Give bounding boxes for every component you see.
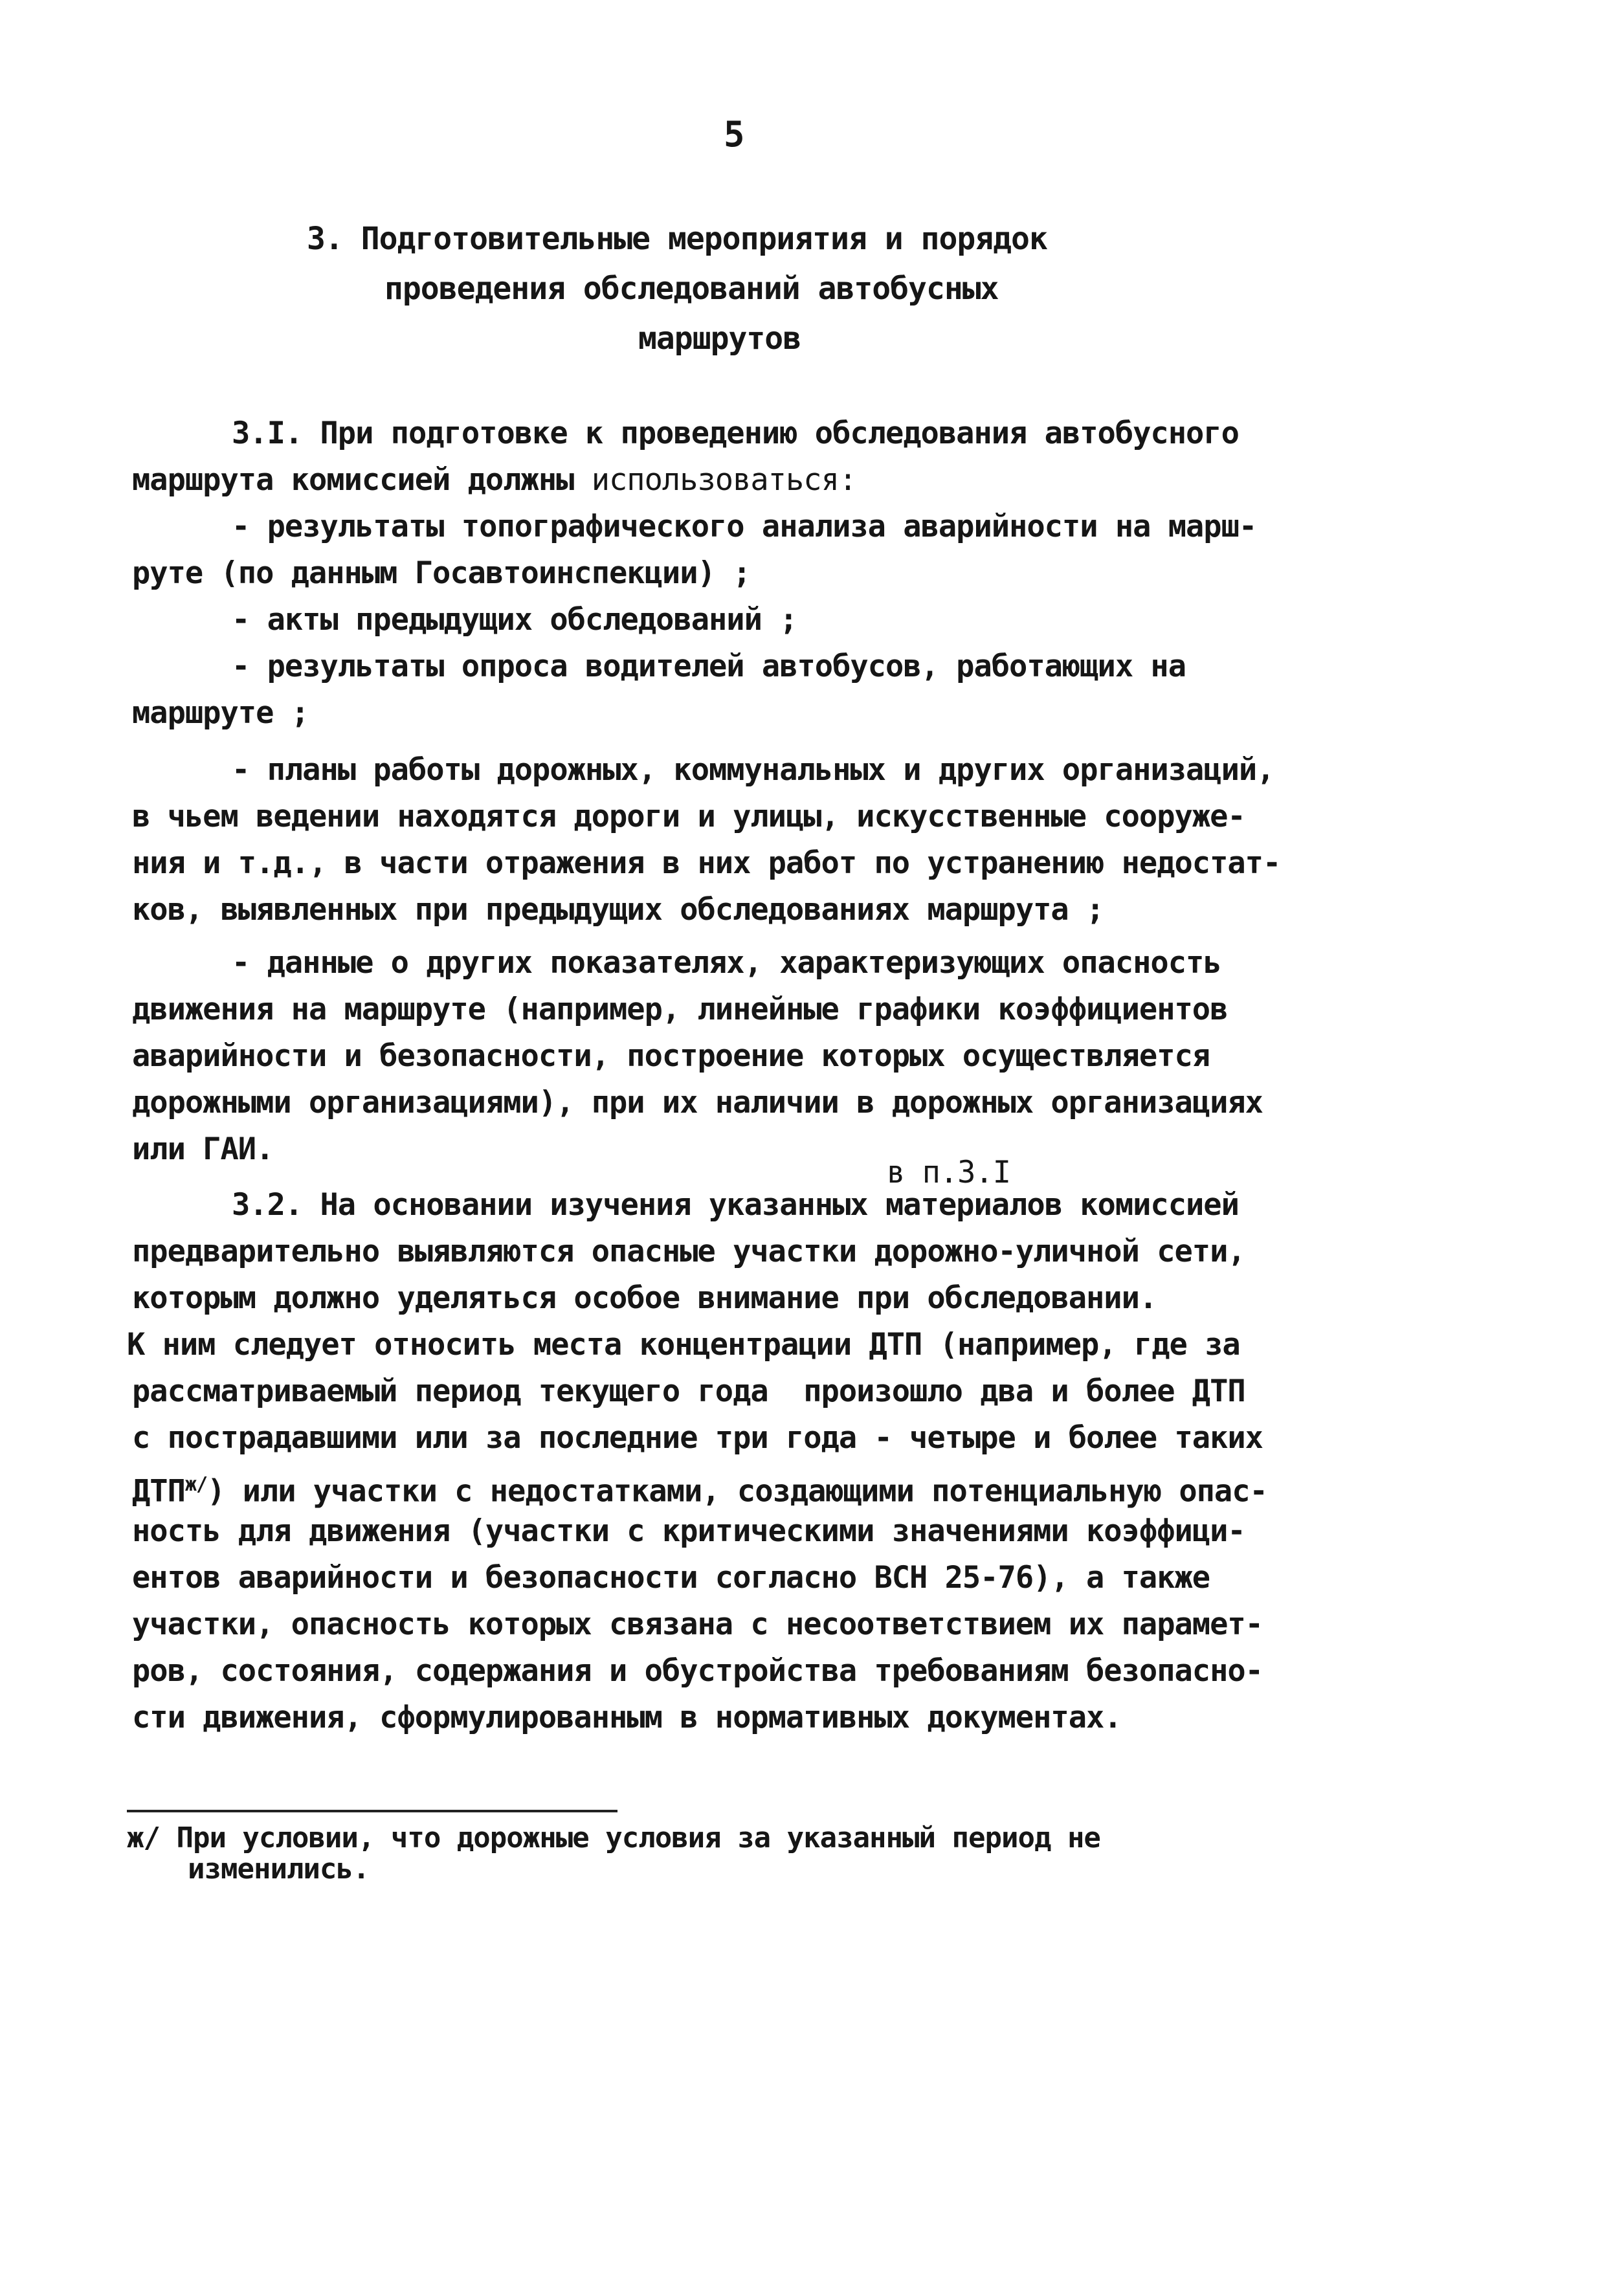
para-3-1-line-2-bold: маршрута комиссией должны	[132, 462, 574, 498]
para-3-1-line-2	[132, 461, 856, 500]
para-3-2-line-6: с пострадавшими или за последние три года - четыре и более таких	[132, 1420, 1263, 1456]
para-3-2-line-9: ентов аварийности и безопасности согласно ВСН 25-76), а также	[132, 1560, 1210, 1596]
footnote-line-2: изменились.	[188, 1853, 370, 1886]
page-number: 5	[724, 114, 744, 155]
para-3-2-line-2: предварительно выявляются опасные участки дорожно-уличной сети,	[132, 1234, 1245, 1269]
para-3-1-line-6: - результаты опроса водителей автобусов, работающих на	[232, 649, 1186, 684]
section-title-line-1: 3. Подготовительные мероприятия и порядок	[307, 221, 1047, 257]
para-3-2-line-8: ность для движения (участки с критическими значениями коэффици-	[132, 1513, 1245, 1549]
para-3-1-line-16: или ГАИ.	[132, 1131, 274, 1167]
para-3-1-line-1: 3.I. При подготовке к проведению обследования автобусного	[232, 416, 1239, 451]
para-3-1-line-15: дорожными организациями), при их наличии в дорожных организациях	[132, 1085, 1263, 1120]
para-3-2-line-12: сти движения, сформулированным в нормативных документах.	[132, 1700, 1122, 1735]
para-3-1-line-11: ков, выявленных при предыдущих обследованиях маршрута ;	[132, 892, 1104, 928]
footnote-line-1: ж/ При условии, что дорожные условия за указанный период не	[127, 1821, 1100, 1854]
para-3-1-line-13: движения на маршруте (например, линейные графики коэффициентов	[132, 992, 1228, 1027]
para-3-1-line-10: ния и т.д., в части отражения в них работ по устранению недостат-	[132, 845, 1281, 881]
para-3-2-line-11: ров, состояния, содержания и обустройства требованиям безопасно-	[132, 1653, 1263, 1689]
para-3-1-line-4: руте (по данным Госавтоинспекции) ;	[132, 555, 751, 591]
para-3-2-line-10: участки, опасность которых связана с несоответствием их парамет-	[132, 1607, 1263, 1642]
para-3-2-line-7	[132, 1465, 1267, 1511]
para-3-1-line-3: - результаты топографического анализа аварийности на марш-	[232, 509, 1257, 544]
footnote-marker: ж/	[184, 1473, 208, 1496]
para-3-1-line-14: аварийности и безопасности, построение которых осуществляется	[132, 1038, 1210, 1074]
para-3-1-line-7: маршруте ;	[132, 695, 309, 731]
para-3-2-line-3: которым должно уделяться особое внимание при обследовании.	[132, 1280, 1157, 1316]
para-3-2-line-7-rest: ) или участки с недостатками, создающими потенциальную опас-	[207, 1473, 1267, 1509]
section-title-line-3: маршрутов	[638, 320, 801, 357]
footnote-divider	[127, 1810, 617, 1812]
para-3-1-line-8: - планы работы дорожных, коммунальных и других организаций,	[232, 752, 1274, 788]
insertion-note: в п.3.I	[887, 1155, 1011, 1190]
para-3-1-line-2-typed: использоваться:	[573, 462, 857, 498]
para-3-2-line-5: рассматриваемый период текущего года произошло два и более ДТП	[132, 1374, 1245, 1409]
para-3-1-line-12: - данные о других показателях, характеризующих опасность	[232, 945, 1221, 981]
para-3-2-line-4: К ним следует относить места концентрации ДТП (например, где за	[127, 1327, 1240, 1363]
dtp-abbr: ДТП	[132, 1473, 185, 1509]
section-title-line-2: проведения обследований автобусных	[384, 271, 999, 307]
para-3-1-line-5: - акты предыдущих обследований ;	[232, 602, 797, 638]
para-3-1-line-9: в чьем ведении находятся дороги и улицы, искусственные сооруже-	[132, 799, 1245, 834]
para-3-2-line-1: 3.2. На основании изучения указанных материалов комиссией	[232, 1187, 1239, 1223]
